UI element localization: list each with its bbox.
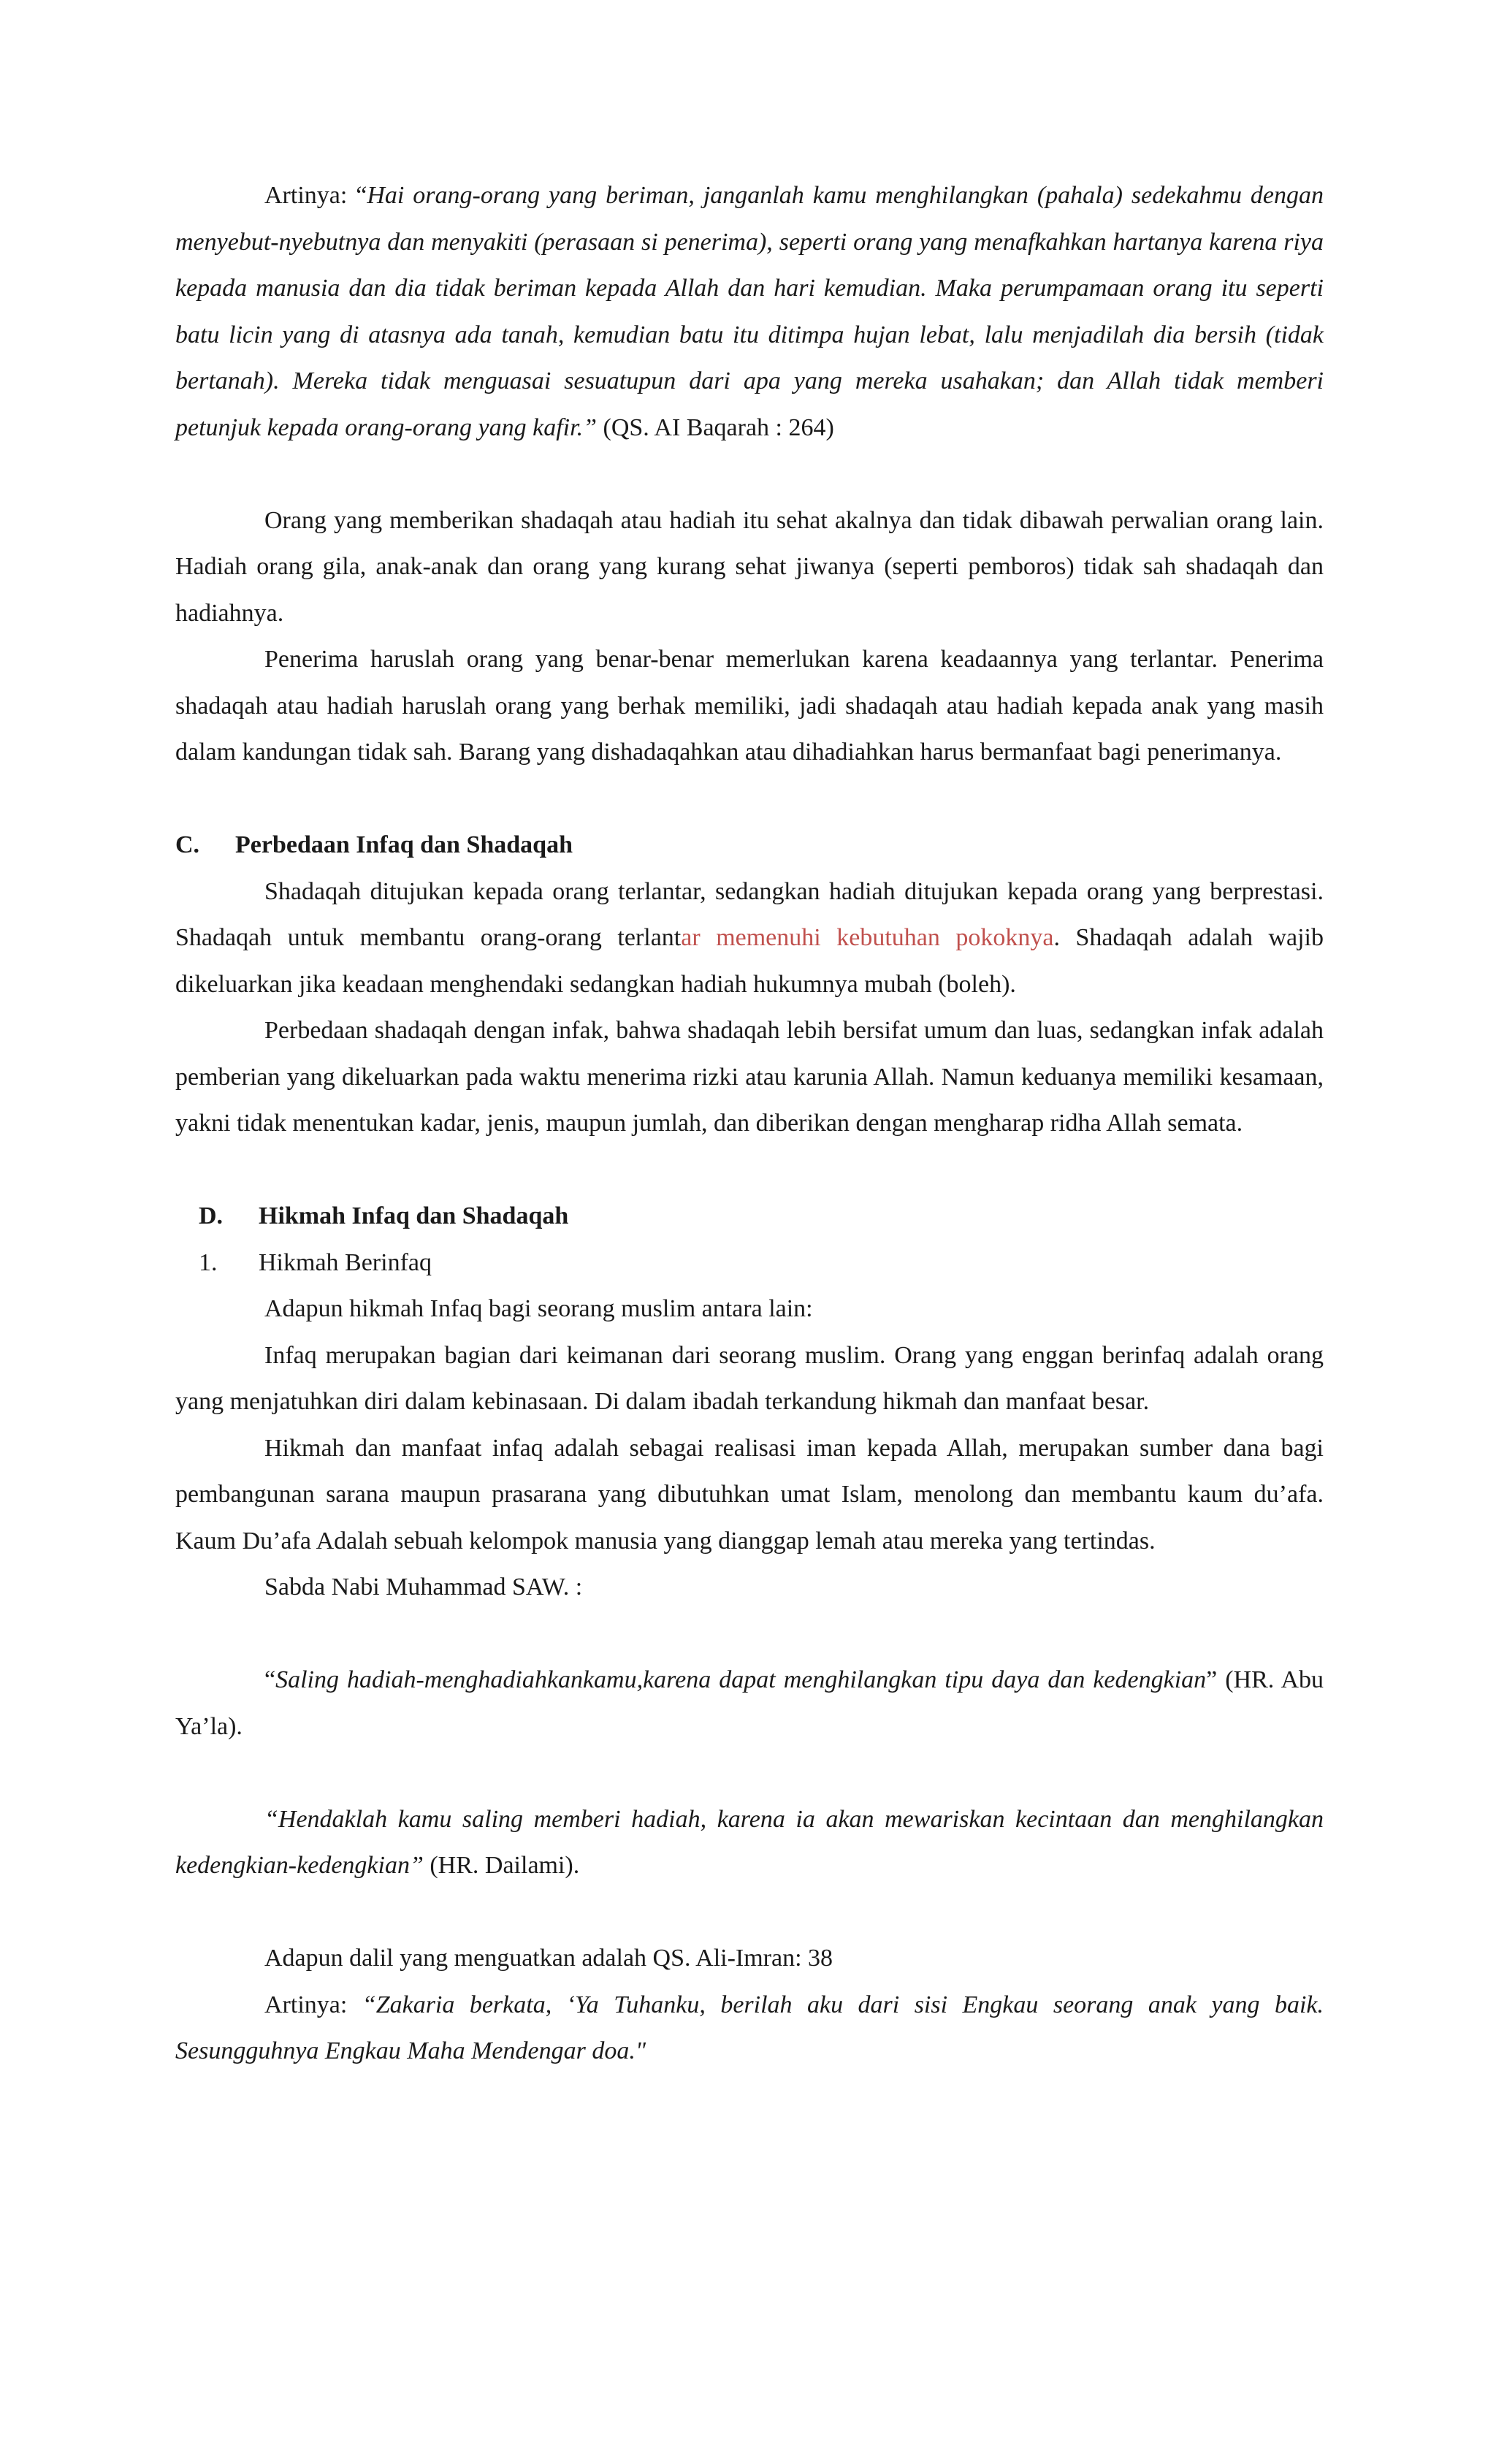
section-number: C.: [175, 831, 200, 858]
hadith-citation: (HR. Dailami).: [423, 1852, 580, 1879]
section-number: D.: [199, 1202, 224, 1229]
spacer: [175, 1889, 1324, 1936]
paragraph-artinya-baqarah: Artinya: “Hai orang-orang yang beriman, janganlah kamu menghilangkan (pahala) sedekahmu dengan menyebut-nyebutnya dan menyakiti (perasaan si penerima), seperti orang yang menafkahkan hartanya karena riya kepada manusia dan dia tidak beriman kepada Allah dan hari kemudian. Maka perumpamaan orang itu seperti batu licin yang di atasnya ada tanah, kemudian batu itu ditimpa hujan lebat, lalu menjadilah dia bersih (tidak bertanah). Mereka tidak menguasai sesuatupun dari apa yang mereka usahakan; dan Allah tidak memberi petunjuk kepada orang-orang yang kafir.” (QS. AI Baqarah : 264): [175, 182, 1324, 441]
document-page: [175, 172, 1324, 2075]
spacer: [175, 451, 1324, 497]
highlighted-text: ar memenuhi kebutuhan pokoknya: [681, 924, 1054, 951]
section-heading-c: [175, 822, 1324, 869]
hadith-abu-yala: “Saling hadiah-menghadiahkankamu,karena dapat menghilangkan tipu daya dan kedengkian” (HR. Abu Ya’la).: [175, 1666, 1324, 1740]
section-title: Perbedaan Infaq dan Shadaqah: [235, 831, 573, 858]
spacer: [175, 1750, 1324, 1796]
paragraph-dalil: Adapun dalil yang menguatkan adalah QS. Ali-Imran: 38: [264, 1945, 833, 1972]
spacer: [175, 776, 1324, 823]
paragraph-pemberi: Orang yang memberikan shadaqah atau hadiah itu sehat akalnya dan tidak dibawah perwalian orang lain. Hadiah orang gila, anak-anak dan orang yang kurang sehat jiwanya (seperti pemboros) tidak sah shadaqah dan hadiahnya.: [175, 506, 1324, 627]
section-heading-d: [175, 1193, 1324, 1240]
subsection-heading-1: [175, 1240, 1324, 1286]
paragraph-artinya-zakaria: Artinya: “Zakaria berkata, ‘Ya Tuhanku, berilah aku dari sisi Engkau seorang anak yang baik. Sesungguhnya Engkau Maha Mendengar doa.": [175, 1991, 1324, 2064]
quote-zakaria: “Zakaria berkata, ‘Ya Tuhanku, berilah aku dari sisi Engkau seorang anak yang baik. Sesungguhnya Engkau Maha Mendengar doa.": [175, 1991, 1324, 2064]
subsection-number: 1.: [199, 1248, 218, 1276]
spacer: [175, 1611, 1324, 1658]
paragraph-hikmah-manfaat: Hikmah dan manfaat infaq adalah sebagai realisasi iman kepada Allah, merupakan sumber dana bagi pembangunan sarana maupun prasarana yang dibutuhkan umat Islam, menolong dan membantu kaum du’afa. Kaum Du’afa Adalah sebuah kelompok manusia yang dianggap lemah atau mereka yang tertindas.: [175, 1434, 1324, 1555]
paragraph-infaq-keimanan: Infaq merupakan bagian dari keimanan dari seorang muslim. Orang yang enggan berinfaq adalah orang yang menjatuhkan diri dalam kebinasaan. Di dalam ibadah terkandung hikmah dan manfaat besar.: [175, 1341, 1324, 1415]
paragraph-sabda-nabi: Sabda Nabi Muhammad SAW. :: [264, 1574, 583, 1601]
hadith-citation: (HR. Abu Ya’la).: [175, 1666, 1324, 1740]
subsection-title: Hikmah Berinfaq: [259, 1248, 432, 1276]
hadith-quote: “Hendaklah kamu saling memberi hadiah, karena ia akan mewariskan kecintaan dan menghilangkan kedengkian-kedengkian”: [175, 1805, 1324, 1879]
paragraph-perbedaan: Perbedaan shadaqah dengan infak, bahwa shadaqah lebih bersifat umum dan luas, sedangkan infak adalah pemberian yang dikeluarkan pada waktu menerima rizki atau karunia Allah. Namun keduanya memiliki kesamaan, yakni tidak menentukan kadar, jenis, maupun jumlah, dan diberikan dengan mengharap ridha Allah semata.: [175, 1017, 1324, 1137]
spacer: [175, 1147, 1324, 1194]
paragraph-adapun-hikmah: Adapun hikmah Infaq bagi seorang muslim antara lain:: [264, 1295, 813, 1322]
quote-baqarah: Hai orang-orang yang beriman, janganlah kamu menghilangkan (pahala) sedekahmu dengan menyebut-nyebutnya dan menyakiti (perasaan si penerima), seperti orang yang menafkahkan hartanya karena riya kepada manusia dan dia tidak beriman kepada Allah dan hari kemudian. Maka perumpamaan orang itu seperti batu licin yang di atasnya ada tanah, kemudian batu itu ditimpa hujan lebat, lalu menjadilah dia bersih (tidak bertanah). Mereka tidak menguasai sesuatupun dari apa yang mereka usahakan; dan Allah tidak memberi petunjuk kepada orang-orang yang kafir.”: [175, 182, 1324, 441]
section-title: Hikmah Infaq dan Shadaqah: [259, 1202, 569, 1229]
hadith-dailami: [175, 1796, 1324, 1889]
paragraph-penerima: Penerima haruslah orang yang benar-benar memerlukan karena keadaannya yang terlantar. Penerima shadaqah atau hadiah haruslah orang yang berhak memiliki, jadi shadaqah atau hadiah kepada anak yang masih dalam kandungan tidak sah. Barang yang dishadaqahkan atau dihadiahkan harus bermanfaat bagi penerimanya.: [175, 646, 1324, 766]
citation-baqarah: (QS. AI Baqarah : 264): [597, 413, 834, 441]
paragraph-shadaqah-ditujukan: Shadaqah ditujukan kepada orang terlantar, sedangkan hadiah ditujukan kepada orang yang berprestasi. Shadaqah untuk membantu orang-orang terlantar memenuhi kebutuhan pokoknya. Shadaqah adalah wajib dikeluarkan jika keadaan menghendaki sedangkan hadiah hukumnya mubah (boleh).: [175, 877, 1324, 998]
hadith-quote: Saling hadiah-menghadiahkankamu,karena dapat menghilangkan tipu daya dan kedengkian: [275, 1666, 1207, 1693]
